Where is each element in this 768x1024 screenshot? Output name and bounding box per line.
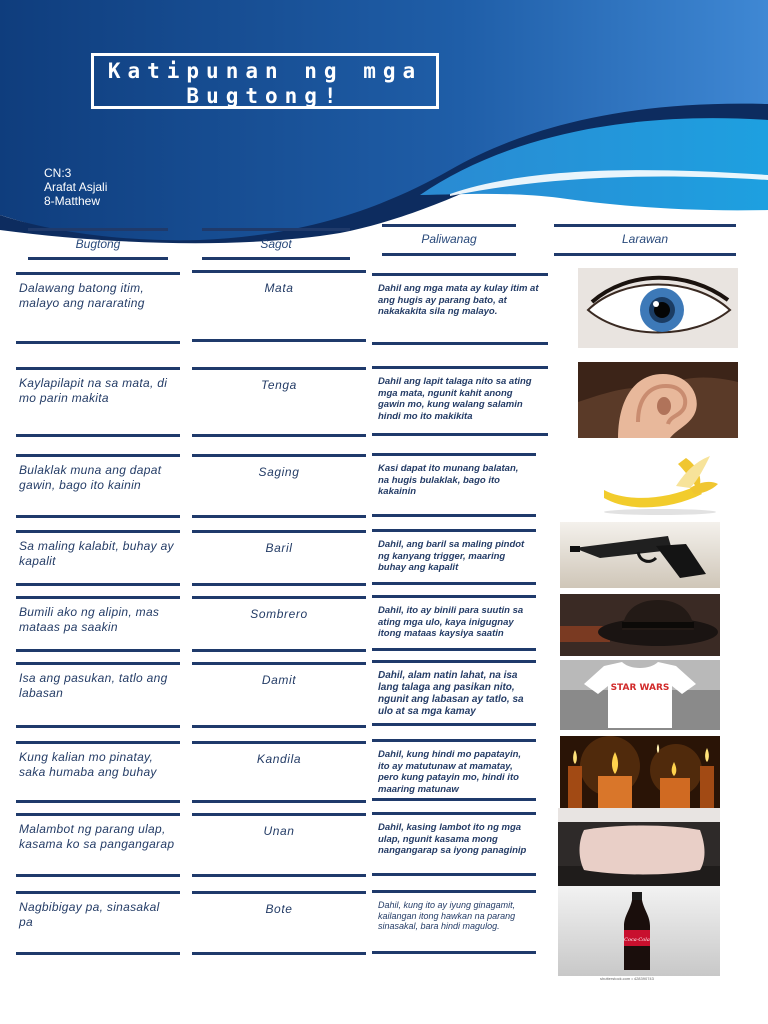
answer-text: Sombrero [192,596,366,652]
section-name: 8-Matthew [44,194,101,208]
hat-image [560,594,720,656]
riddle-text: Malambot ng parang ulap, kasama ko sa pangangarap [16,813,180,877]
title-line-1: Katipunan ng mga [107,59,423,83]
student-name: Arafat Asjali [44,180,108,194]
pillow-image [558,808,720,886]
explanation-text: Dahil, ito ay binili para suutin sa ating mga ulo, kaya inigugnay itong mataas kaysiya saatin [372,595,536,651]
author-info [44,166,107,208]
banana-image [586,446,734,518]
answer-text: Mata [192,270,366,342]
riddle-text: Nagbibigay pa, sinasakal pa [16,891,180,955]
explanation-text: Dahil, kasing lambot ito ng mga ulap, ngunit kasama mong nangangarap sa iyong panaginip [372,812,536,876]
riddle-text: Bumili ako ng alipin, mas mataas pa saakin [16,596,180,652]
answer-text: Tenga [192,367,366,437]
explanation-text: Dahil, ang baril sa maling pindot ng kanyang trigger, maaring buhay ang kapalit [372,529,536,585]
gun-image [560,522,720,588]
candles-image [560,736,720,808]
answer-text: Damit [192,662,366,728]
explanation-text: Dahil, alam natin lahat, na isa lang talaga ang pasikan nito, ngunit ang labasan ay tatlo, sa ulo at sa mga kamay [372,660,536,726]
riddle-text: Dalawang batong itim, malayo ang nararating [16,272,180,344]
explanation-text: Dahil ang lapit talaga nito sa ating mga mata, ngunit kahit anong gawin mo, kung walang salamin hindi mo ito makikita [372,366,548,436]
riddle-text: Kung kalian mo pinatay, saka humaba ang buhay [16,741,180,803]
watermark-text: shutterstock.com • 428390743 [600,976,654,981]
header-paliwanag: Paliwanag [382,224,516,256]
answer-text: Baril [192,530,366,586]
ear-image [578,362,738,438]
header-wave-background [0,0,768,260]
shirt-image [560,660,720,730]
answer-text: Bote [192,891,366,955]
explanation-text: Dahil, kung ito ay iyung ginagamit, kailangan itong hawkan na parang sinasakal, bara hindi magulog. [372,890,536,954]
riddle-text: Kaylapilapit na sa mata, di mo parin makita [16,367,180,437]
explanation-text: Kasi dapat ito munang balatan, na hugis bulaklak, bago ito kakainin [372,453,536,517]
page-title [91,53,439,109]
header-sagot: Sagot [202,228,350,260]
eye-image [578,268,738,348]
answer-text: Kandila [192,741,366,803]
class-number: CN:3 [44,166,72,180]
title-line-2: Bugtong! [186,84,344,108]
answer-text: Unan [192,813,366,877]
riddle-text: Sa maling kalabit, buhay ay kapalit [16,530,180,586]
shirt-print-text: STAR WARS [610,683,670,693]
explanation-text: Dahil ang mga mata ay kulay itim at ang hugis ay parang bato, at nakakakita sila ng malayo. [372,273,548,345]
riddle-text: Isa ang pasukan, tatlo ang labasan [16,662,180,728]
bottle-label-text: Coca-Cola [624,937,650,943]
bottle-image [558,886,720,976]
explanation-text: Dahil, kung hindi mo papatayin, ito ay matutunaw at mamatay, pero kung patayin mo, hindi ito maaring matunaw [372,739,536,801]
riddle-text: Bulaklak muna ang dapat gawin, bago ito kainin [16,454,180,518]
header-bugtong: Bugtong [28,228,168,260]
header-larawan: Larawan [554,224,736,256]
answer-text: Saging [192,454,366,518]
